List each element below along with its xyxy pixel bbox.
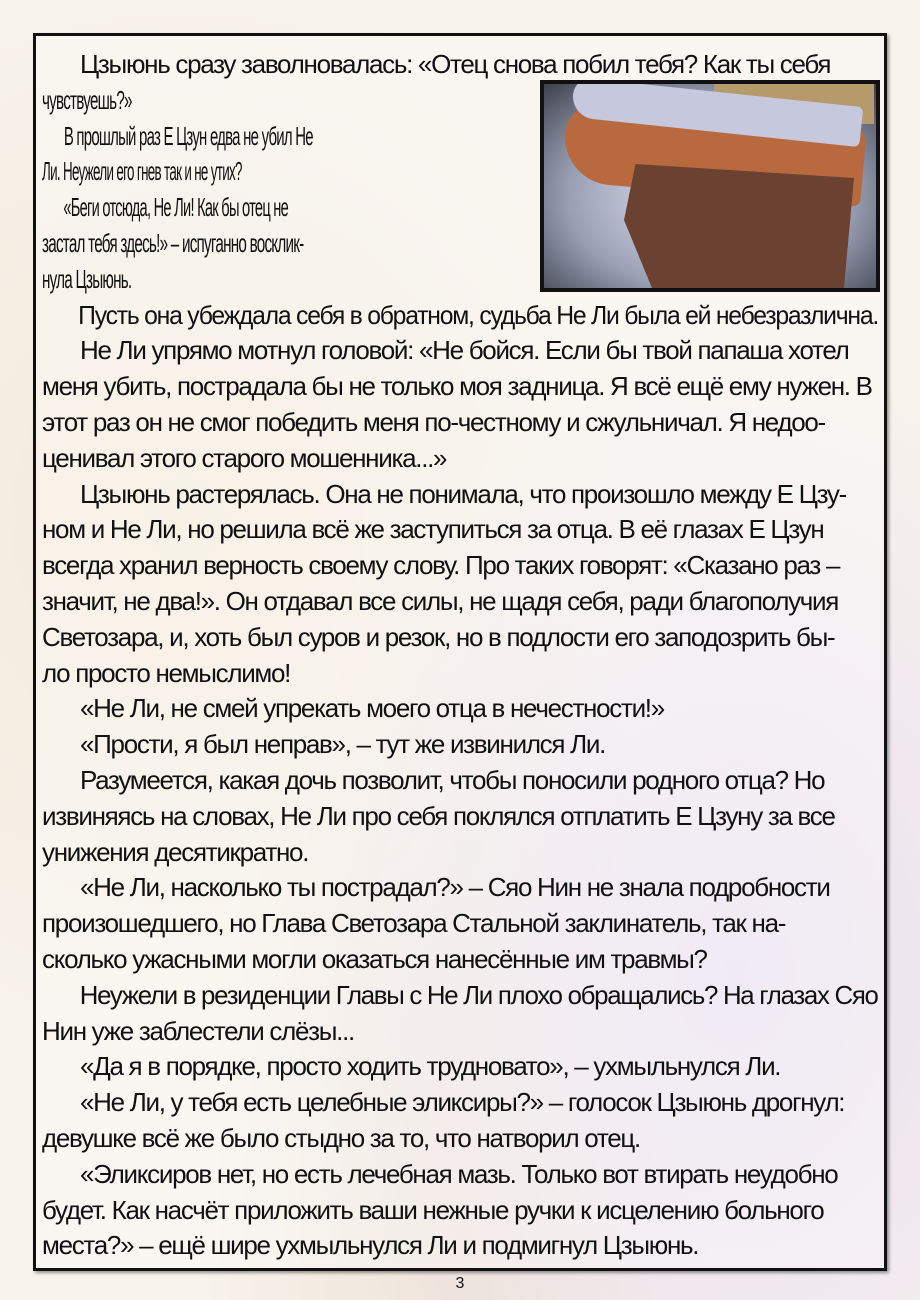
text-line: меня убить, пострадала бы не только моя задница. Я всё ещё ему нужен. В [42,371,872,402]
text-line: Цзыюнь растерялась. Она не понимала, что произошло между Е Цзу- [80,478,846,509]
text-line: Нин уже заблестели слёзы... [42,1015,354,1046]
text-line: «Прости, я был неправ», – тут же извинился Ли. [80,729,605,760]
text-line: Неужели в резиденции Главы с Не Ли плохо обращались? На глазах Сяо [79,979,878,1010]
text-line: девушке всё же было стыдно за то, что натворил отец. [42,1122,640,1153]
text-line: «Эликсиров нет, но есть лечебная мазь. Только вот втирать неудобно [80,1158,838,1189]
text-line: Не Ли упрямо мотнул головой: «Не бойся. Если бы твой папаша хотел [80,335,849,366]
text-line: всегда хранил верность своему слову. Про таких говорят: «Сказано раз – [42,550,840,581]
text-line: Цзыюнь сразу заволновалась: «Отец снова побил тебя? Как ты себя [80,49,831,79]
text-line: «Не Ли, не смей упрекать моего отца в нечестности!» [80,693,664,724]
text-line: нула Цзыюнь. [42,263,132,294]
text-line: произошедшего, но Глава Светозара Стальной заклинатель, так на- [42,908,786,939]
text-line: будет. Как насчёт приложить ваши нежные ручки к исцелению больного [42,1194,824,1225]
text-line: ценивал этого старого мошенника...» [42,442,447,473]
text-line: Пусть она убеждала себя в обратном, судьба Не Ли была ей небезразлична. [78,299,879,330]
text-line: ном и Не Ли, но решила всё же заступиться за отца. В её глазах Е Цзун [42,514,824,545]
text-line: В прошлый раз Е Цзун едва не убил Не [63,120,313,151]
text-line: места?» – ещё шире ухмыльнулся Ли и подмигнул Цзыюнь. [42,1230,699,1261]
text-line: этот раз он не смог победить меня по-честному и сжульничал. Я недоо- [42,406,825,437]
text-line: «Беги отсюда, Не Ли! Как бы отец не [63,192,289,223]
text-line: значит, не два!». Он отдавал все силы, не щадя себя, ради благополучия [42,585,839,616]
text-line: Разумеется, какая дочь позволит, чтобы поносили родного отца? Но [80,764,825,795]
text-line: сколько ужасными могли оказаться нанесённые им травмы? [42,943,707,974]
text-line: чувствуешь?» [42,84,132,115]
text-line: застал тебя здесь!» – испуганно восклик- [42,227,304,258]
text-line: извиняясь на словах, Не Ли про себя поклялся отплатить Е Цзуну за все [42,800,835,831]
page-number: 3 [455,1275,465,1292]
text-line: Ли. Неужели его гнев так и не утих? [42,156,242,187]
text-line: «Не Ли, насколько ты пострадал?» – Сяо Нин не знала подробности [80,872,830,903]
text-line: Светозара, и, хоть был суров и резок, но в подлости его заподозрить бы- [42,621,835,652]
text-line: «Да я в порядке, просто ходить трудновато», – ухмыльнулся Ли. [80,1051,781,1082]
body-text [42,47,878,1264]
text-line: «Не Ли, у тебя есть целебные эликсиры?» – голосок Цзыюнь дрогнул: [80,1087,845,1118]
text-line: унижения десятикратно. [42,836,309,867]
text-line: ло просто немыслимо! [42,657,291,688]
